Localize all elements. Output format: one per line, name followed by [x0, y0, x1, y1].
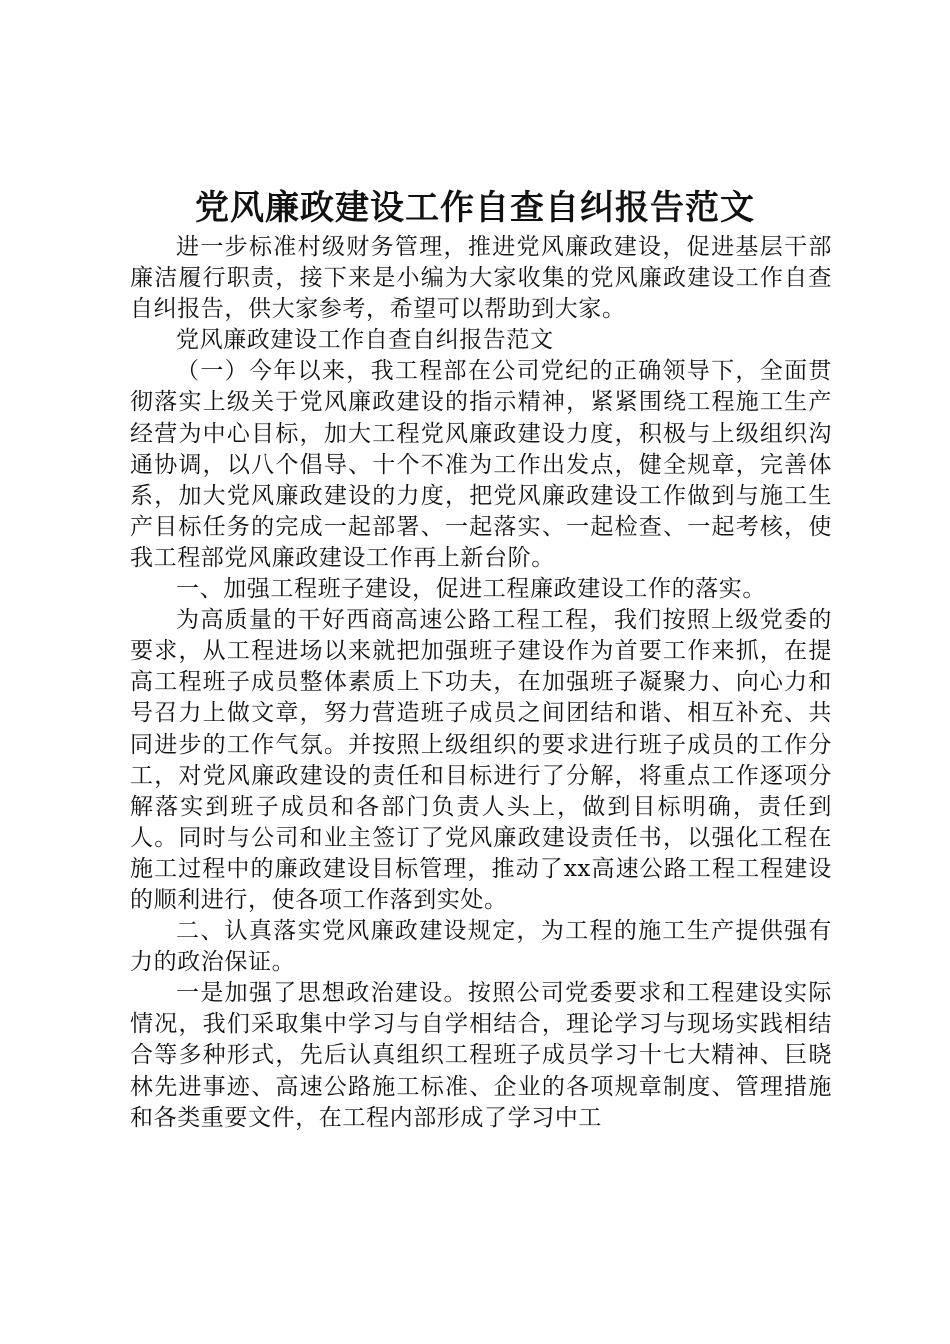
body-paragraph: 一是加强了思想政治建设。按照公司党委要求和工程建设实际情况，我们采取集中学习与自学相结合，理论学习与现场实践相结合等多种形式，先后认真组织工程班子成员学习十七大精神、巨晓林先进事迹、高速公路施工标准、企业的各项规章制度、管理措施和各类重要文件，在工程内部形成了学习中工 [130, 980, 832, 1131]
body-paragraph: （一）今年以来，我工程部在公司党纪的正确领导下，全面贯彻落实上级关于党风廉政建设的指示精神，紧紧围绕工程施工生产经营为中心目标，加大工程党风廉政建设力度，积极与上级组织沟通协调，以八个倡导、十个不准为工作出发点，健全规章，完善体系，加大党风廉政建设的力度，把党风廉政建设工作做到与施工生产目标任务的完成一起部署、一起落实、一起检查、一起考核，使我工程部党风廉政建设工作再上新台阶。 [130, 358, 832, 571]
subtitle-paragraph: 党风廉政建设工作自查自纠报告范文 [176, 327, 554, 354]
section-heading-paragraph: 二、认真落实党风廉政建设规定，为工程的施工生产提供强有力的政治保证。 [130, 918, 832, 976]
body-paragraph: 为高质量的干好西商高速公路工程工程，我们按照上级党委的要求，从工程进场以来就把加强班子建设作为首要工作来抓，在提高工程班子成员整体素质上下功夫，在加强班子凝聚力、向心力和号召力上做文章，努力营造班子成员之间团结和谐、相互补充、共同进步的工作气氛。并按照上级组织的要求进行班子成员的工作分工，对党风廉政建设的责任和目标进行了分解，将重点工作逐项分解落实到班子成员和各部门负责人头上，做到目标明确，责任到人。同时与公司和业主签订了党风廉政建设责任书，以强化工程在施工过程中的廉政建设目标管理，推动了xx高速公路工程工程建设的顺利进行，使各项工作落到实处。 [130, 607, 832, 913]
section-heading-paragraph: 一、加强工程班子建设，促进工程廉政建设工作的落实。 [176, 576, 766, 603]
intro-paragraph: 进一步标准村级财务管理，推进党风廉政建设，促进基层干部廉洁履行职责，接下来是小编为大家收集的党风廉政建设工作自查自纠报告，供大家参考，希望可以帮助到大家。 [130, 234, 832, 323]
document-body [130, 232, 832, 1134]
document-title: 党风廉政建设工作自查自纠报告范文 [195, 188, 755, 228]
